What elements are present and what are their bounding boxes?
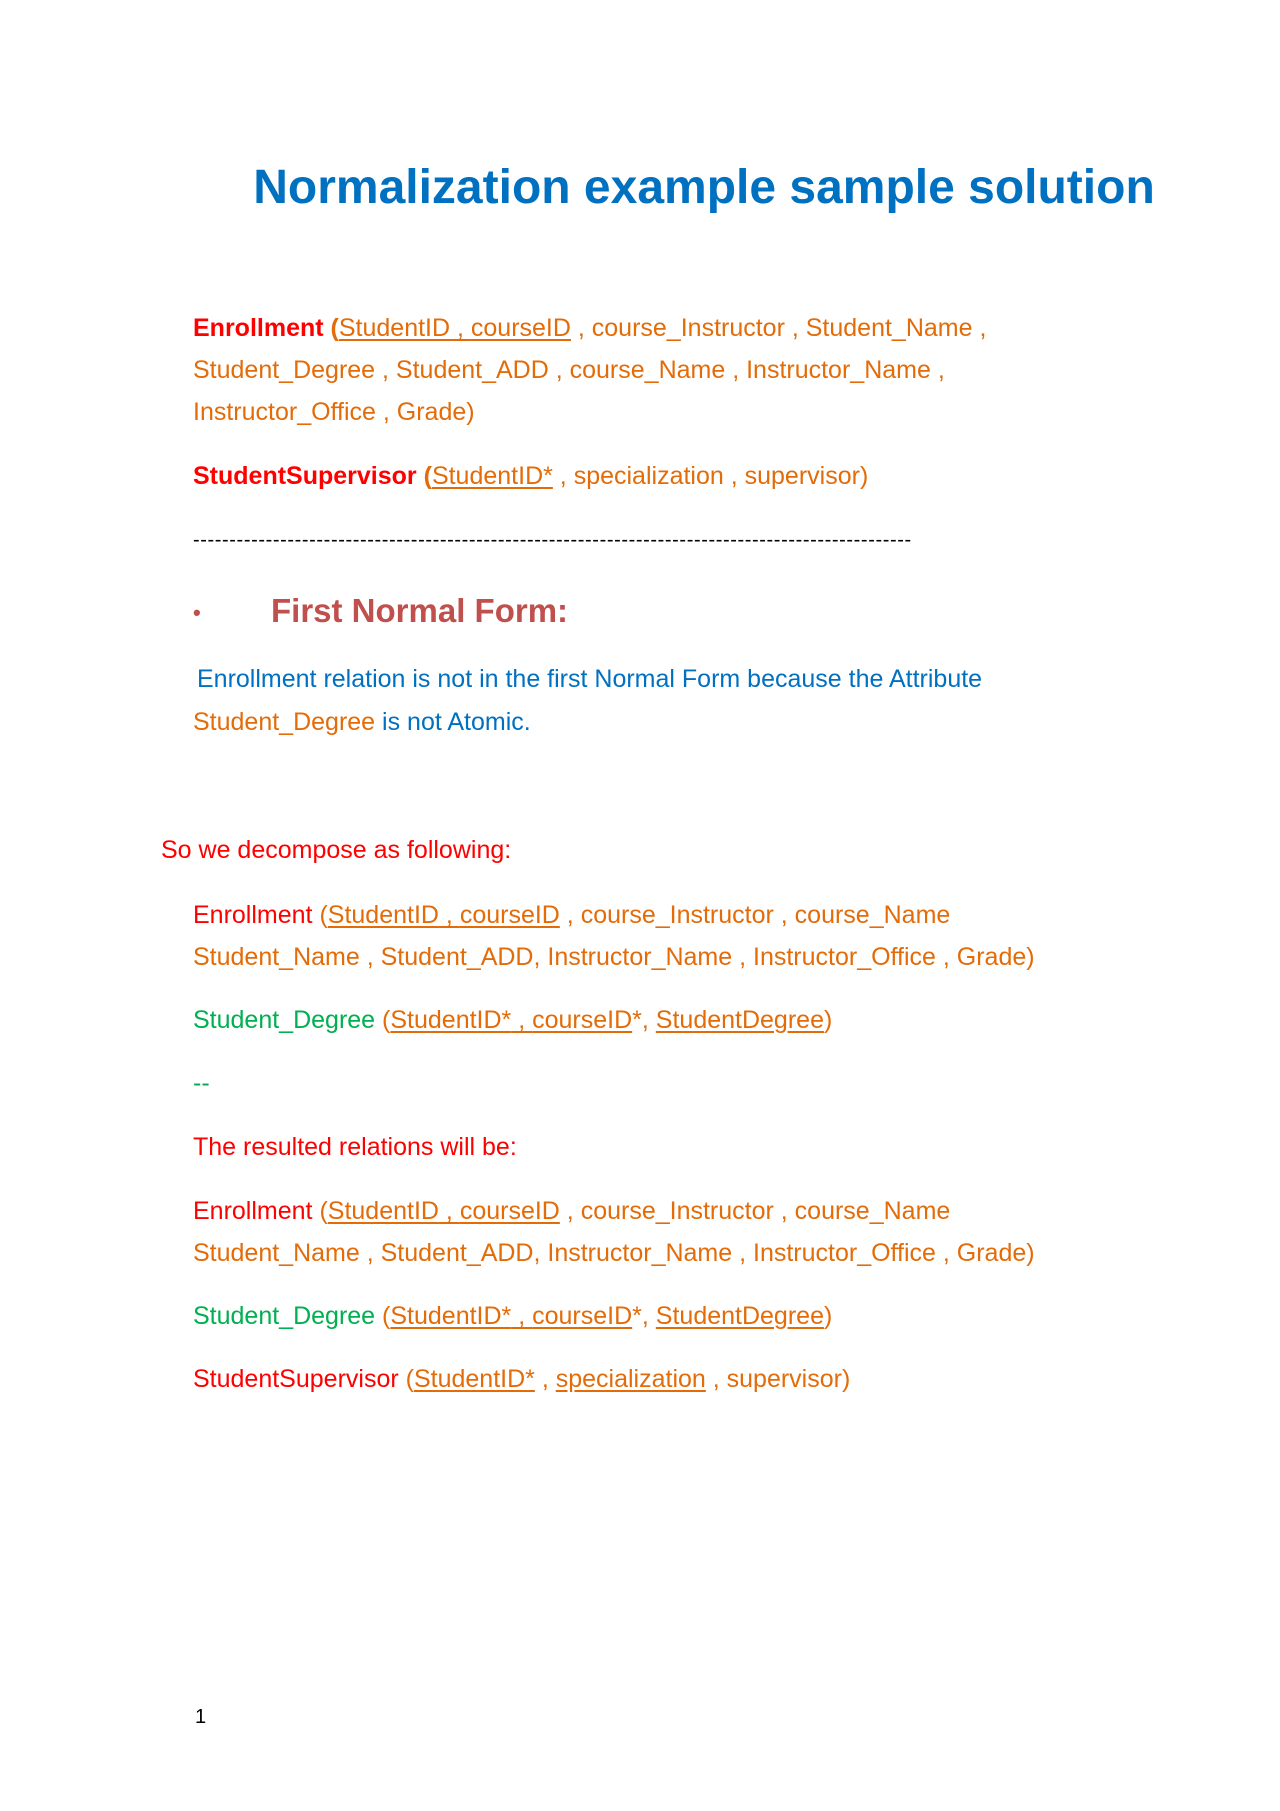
paren-close: ) bbox=[823, 1302, 833, 1330]
explanation-line2 bbox=[193, 707, 531, 737]
page-title: Normalization example sample solution bbox=[253, 161, 1155, 214]
schema-supervisor-line bbox=[193, 461, 868, 491]
attributes-text: , supervisor) bbox=[705, 1365, 851, 1393]
result-intro: The resulted relations will be: bbox=[193, 1133, 517, 1161]
attributes-text: , course_Instructor , course_Name bbox=[559, 1197, 951, 1225]
attributes-text: *, bbox=[632, 1006, 656, 1034]
primary-key-attr: courseID bbox=[459, 901, 560, 929]
paren-open: ( bbox=[382, 1302, 391, 1330]
primary-key-attr: courseID bbox=[470, 314, 571, 342]
primary-key-attr: StudentDegree bbox=[655, 1302, 824, 1330]
page-number: 1 bbox=[195, 1706, 207, 1728]
relation-name: StudentSupervisor bbox=[193, 1365, 406, 1393]
primary-key-attr: courseID bbox=[459, 1197, 560, 1225]
primary-key-attr: StudentDegree bbox=[655, 1006, 824, 1034]
result-enrollment-line1 bbox=[193, 1196, 950, 1226]
paren-open: ( bbox=[319, 1197, 328, 1225]
key-separator: , bbox=[511, 1302, 533, 1330]
decompose-student-degree bbox=[193, 1005, 832, 1035]
paren-close: ) bbox=[823, 1006, 833, 1034]
paren-open: ( bbox=[330, 314, 339, 342]
decompose-enrollment-line2: Student_Name , Student_ADD, Instructor_Name , Instructor_Office , Grade) bbox=[193, 943, 1035, 971]
relation-name: Enrollment bbox=[193, 314, 324, 342]
primary-key-attr: StudentID bbox=[327, 1197, 439, 1225]
explanation-line1: Enrollment relation is not in the first Normal Form because the Attribute bbox=[197, 665, 983, 693]
relation-name: Enrollment bbox=[193, 1197, 320, 1225]
schema-enrollment-line3: Instructor_Office , Grade) bbox=[193, 398, 475, 426]
foreign-key-attr: StudentID* bbox=[413, 1365, 535, 1393]
attributes-text: , specialization , supervisor) bbox=[552, 462, 869, 490]
key-separator: , bbox=[534, 1365, 556, 1393]
explanation-rest: is not Atomic. bbox=[375, 708, 531, 736]
attributes-text: , course_Instructor , Student_Name , bbox=[570, 314, 987, 342]
schema-enrollment-line1 bbox=[193, 313, 986, 343]
attributes-text: *, bbox=[632, 1302, 656, 1330]
result-student-degree bbox=[193, 1301, 832, 1331]
key-separator: , bbox=[511, 1006, 533, 1034]
foreign-key-attr: StudentID* bbox=[390, 1006, 512, 1034]
paren-open: ( bbox=[319, 901, 328, 929]
foreign-key-attr: StudentID* bbox=[431, 462, 553, 490]
primary-key-attr: StudentID bbox=[327, 901, 439, 929]
decompose-enrollment-line1 bbox=[193, 900, 950, 930]
bullet-icon: • bbox=[193, 600, 201, 626]
section-heading-first-nf bbox=[193, 592, 568, 630]
paren-open: ( bbox=[382, 1006, 391, 1034]
schema-enrollment-line2: Student_Degree , Student_ADD , course_Name , Instructor_Name , bbox=[193, 356, 945, 384]
separator-dashes: --------------------------------------------------------------------------------------------------- bbox=[193, 529, 912, 551]
relation-name: Student_Degree bbox=[193, 1302, 383, 1330]
key-separator: , bbox=[450, 314, 471, 342]
decompose-dashes: -- bbox=[193, 1069, 210, 1097]
paren-open: ( bbox=[405, 1365, 414, 1393]
foreign-key-attr: courseID bbox=[532, 1302, 633, 1330]
foreign-key-attr: StudentID* bbox=[390, 1302, 512, 1330]
relation-name: StudentSupervisor bbox=[193, 462, 417, 490]
foreign-key-attr: courseID bbox=[532, 1006, 633, 1034]
explanation-attribute: Student_Degree bbox=[193, 708, 376, 736]
key-separator: , bbox=[438, 1197, 460, 1225]
relation-name: Enrollment bbox=[193, 901, 320, 929]
decompose-intro: So we decompose as following: bbox=[161, 836, 512, 864]
heading-text: First Normal Form: bbox=[271, 592, 569, 629]
attributes-text: , course_Instructor , course_Name bbox=[559, 901, 951, 929]
result-supervisor bbox=[193, 1364, 850, 1394]
result-enrollment-line2: Student_Name , Student_ADD, Instructor_Name , Instructor_Office , Grade) bbox=[193, 1239, 1035, 1267]
relation-name: Student_Degree bbox=[193, 1006, 383, 1034]
paren-open: ( bbox=[423, 462, 432, 490]
primary-key-attr: StudentID bbox=[338, 314, 451, 342]
key-separator: , bbox=[438, 901, 460, 929]
primary-key-attr: specialization bbox=[555, 1365, 706, 1393]
